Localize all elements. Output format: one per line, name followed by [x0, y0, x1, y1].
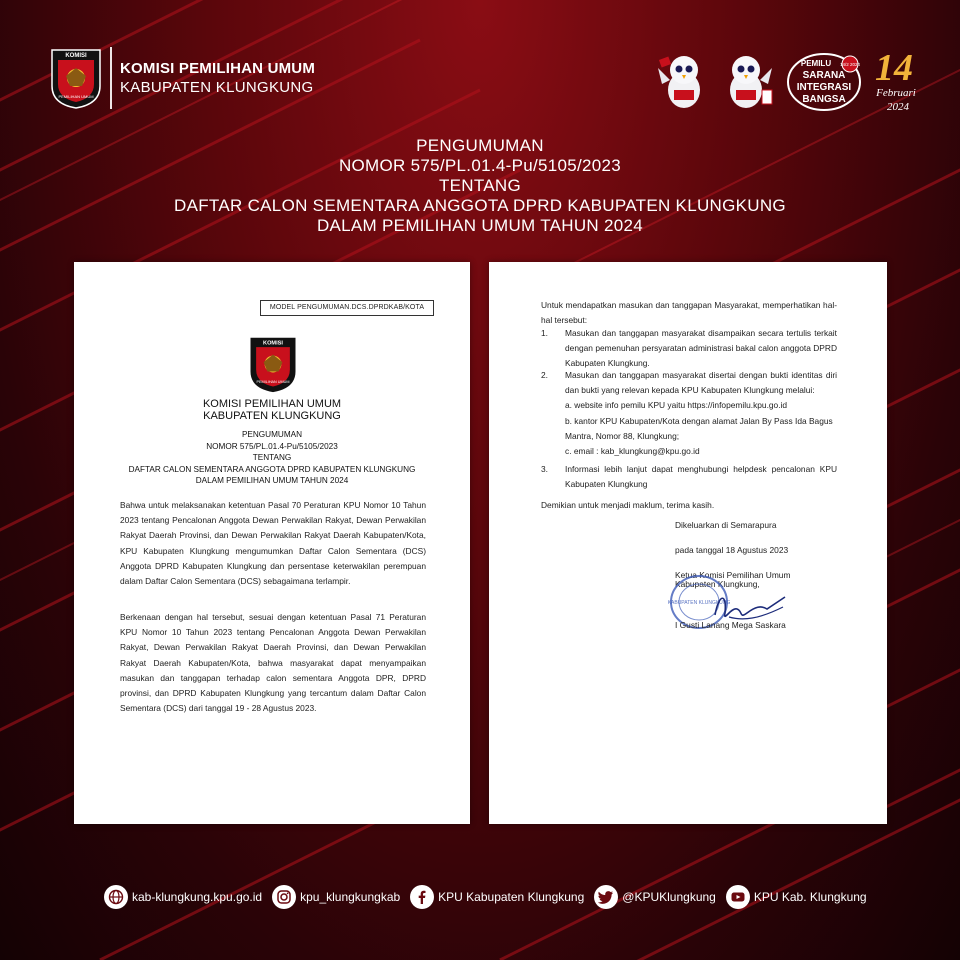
slogan-line3: INTEGRASI [796, 82, 852, 93]
sublist-item-a: a. website info pemilu KPU yaitu https://infopemilu.kpu.go.id [565, 400, 788, 411]
sublist [541, 398, 837, 459]
position-line2: Kabupaten Klungkung, [675, 579, 760, 589]
title-line3: TENTANG [438, 176, 522, 195]
issued-place: Dikeluarkan di Semarapura [675, 520, 777, 530]
list-item [541, 326, 837, 372]
document-page-2 [489, 262, 887, 824]
list-item [541, 368, 837, 459]
instagram-icon [272, 885, 296, 909]
header-org-line1: KOMISI PEMILIHAN UMUM [120, 60, 316, 77]
list-item [541, 462, 837, 492]
sublist-item-b: b. kantor KPU Kabupaten/Kota dengan alamat Jalan By Pass Ida Bagus Mantra, Nomor 88, Klungkung; [565, 415, 833, 441]
header-divider [110, 47, 112, 109]
paragraph-2: Berkenaan dengan hal tersebut, sesuai dengan ketentuan Pasal 71 Peraturan KPU Nomor 10 Tahun 2023 tentang Pencalonan Anggota Dewan Perwakilan Rakyat, Dewan Perwakilan Rakyat Daerah Provinsi, dan Dewan Perwakilan Rakyat Daerah Kabupaten/Kota, bahwa masyarakat dapat menyampaikan masukan dan tanggapan terhadap calon sementara Anggota DPR, DPRD provinsi, dan DPRD Kabupaten Klungkung yang tercantum dalam Daftar Calon Sementara (DCS) dari tanggal 19 - 28 Agustus 2023. [120, 612, 426, 714]
footer-facebook[interactable] [410, 885, 584, 909]
youtube-link[interactable]: KPU Kab. Klungkung [753, 890, 867, 904]
header-org [120, 60, 315, 96]
mascot-illustration [650, 50, 780, 112]
mascot-right [730, 56, 772, 108]
facebook-icon [410, 885, 434, 909]
title-line1: PENGUMUMAN [416, 136, 544, 155]
list-number: 1. [541, 328, 548, 338]
header [48, 46, 315, 110]
list-text: Masukan dan tanggapan masyarakat disertai dengan bukti identitas diri dan bukti yang relevan kepada KPU Kabupaten Klungkung melalui: [565, 370, 837, 396]
document-title-line2: NOMOR 575/PL.01.4-Pu/5105/2023 [206, 441, 338, 451]
document-title-line5: DALAM PEMILIHAN UMUM TAHUN 2024 [195, 476, 349, 485]
document-title-line4: DAFTAR CALON SEMENTARA ANGGOTA DPRD KABUPATEN KLUNGKUNG [128, 464, 416, 474]
document-org-line2: KABUPATEN KLUNGKUNG [203, 410, 341, 422]
position-line1: Ketua Komisi Pemilihan Umum [675, 570, 791, 580]
date-number: 14 [875, 47, 913, 89]
paragraph-1: Bahwa untuk melaksanakan ketentuan Pasal 70 Peraturan KPU Nomor 10 Tahun 2023 tentang Pencalonan Anggota Dewan Perwakilan Rakyat, Dewan Perwakilan Rakyat Daerah Provinsi, dan Dewan Perwakilan Rakyat Daerah Kabupaten/Kota, KPU Kabupaten Klungkung mengumumkan Daftar Calon Sementara (DCS) Anggota DPRD Kabupaten Klungkung dan persentase keterwakilan perempuan dalam Daftar Calon Sementara (DCS) sebagaimana terlampir. [120, 500, 426, 587]
document-title [74, 429, 470, 487]
document-page-1 [74, 262, 470, 824]
date-year: 2024 [887, 101, 909, 113]
footer-instagram[interactable] [272, 885, 400, 909]
footer-social-links [104, 884, 877, 910]
slogan-date: 14/2 2024 [839, 62, 861, 67]
document-kpu-logo [246, 334, 300, 394]
slogan-line2: SARANA [802, 70, 846, 81]
title-line2: NOMOR 575/PL.01.4-Pu/5105/2023 [338, 156, 622, 175]
kpu-logo [48, 46, 104, 110]
footer-youtube[interactable] [726, 885, 867, 909]
title-line5: DALAM PEMILIHAN UMUM TAHUN 2024 [316, 216, 644, 235]
logo-top-text: KOMISI [65, 53, 87, 59]
page2-intro: Untuk mendapatkan masukan dan tanggapan Masyarakat, memperhatikan hal-hal tersebut: [541, 300, 837, 326]
issued-date: pada tanggal 18 Agustus 2023 [675, 545, 789, 555]
model-label: MODEL PENGUMUMAN.DCS.DPRDKAB/KOTA [260, 300, 434, 316]
footer-website[interactable] [104, 885, 262, 909]
list-text: Informasi lebih lanjut dapat menghubungi helpdesk pencalonan KPU Kabupaten Klungkung [565, 464, 837, 490]
list-text: Masukan dan tanggapan masyarakat disampaikan secara tertulis terkait dengan pemenuhan persyaratan administrasi bakal calon anggota DPRD Kabupaten Klungkung. [565, 328, 837, 369]
document-org-line1: KOMISI PEMILIHAN UMUM [202, 398, 342, 410]
list-number: 3. [541, 464, 548, 474]
date-month: Februari [876, 87, 916, 99]
footer-twitter[interactable] [594, 885, 716, 909]
signer-name: I Gusti Lanang Mega Saskara [675, 620, 786, 630]
instagram-link[interactable]: kpu_klungkungkab [300, 890, 401, 904]
document-org [74, 398, 470, 422]
mascot-left [658, 56, 700, 108]
election-date-mark [864, 42, 924, 116]
twitter-link[interactable]: @KPUKlungkung [622, 890, 716, 904]
doc-logo-bottom-text: PEMILIHAN UMUM [256, 379, 290, 384]
slogan-line4: BANGSA [802, 94, 846, 105]
youtube-icon [726, 885, 750, 909]
document-title-line1: PENGUMUMAN [241, 430, 303, 439]
stamp-text: KABUPATEN KLUNGKUNG [667, 600, 731, 606]
header-org-line2: KABUPATEN KLUNGKUNG [120, 79, 314, 96]
slogan-badge [786, 52, 862, 112]
twitter-icon [594, 885, 618, 909]
website-link[interactable]: kab-klungkung.kpu.go.id [132, 890, 263, 904]
logo-bottom-text: PEMILIHAN UMUM [58, 94, 94, 99]
list-number: 2. [541, 370, 548, 380]
announcement-title [0, 136, 960, 236]
sublist-item-c: c. email : kab_klungkung@kpu.go.id [565, 446, 700, 457]
document-title-line3: TENTANG [252, 453, 292, 462]
doc-logo-top-text: KOMISI [263, 340, 283, 347]
facebook-link[interactable]: KPU Kabupaten Klungkung [438, 890, 585, 904]
slogan-line1: PEMILU [800, 59, 832, 68]
closing-text: Demikian untuk menjadi maklum, terima kasih. [541, 500, 715, 510]
title-line4: DAFTAR CALON SEMENTARA ANGGOTA DPRD KABUPATEN KLUNGKUNG [174, 196, 786, 215]
globe-icon [104, 885, 128, 909]
